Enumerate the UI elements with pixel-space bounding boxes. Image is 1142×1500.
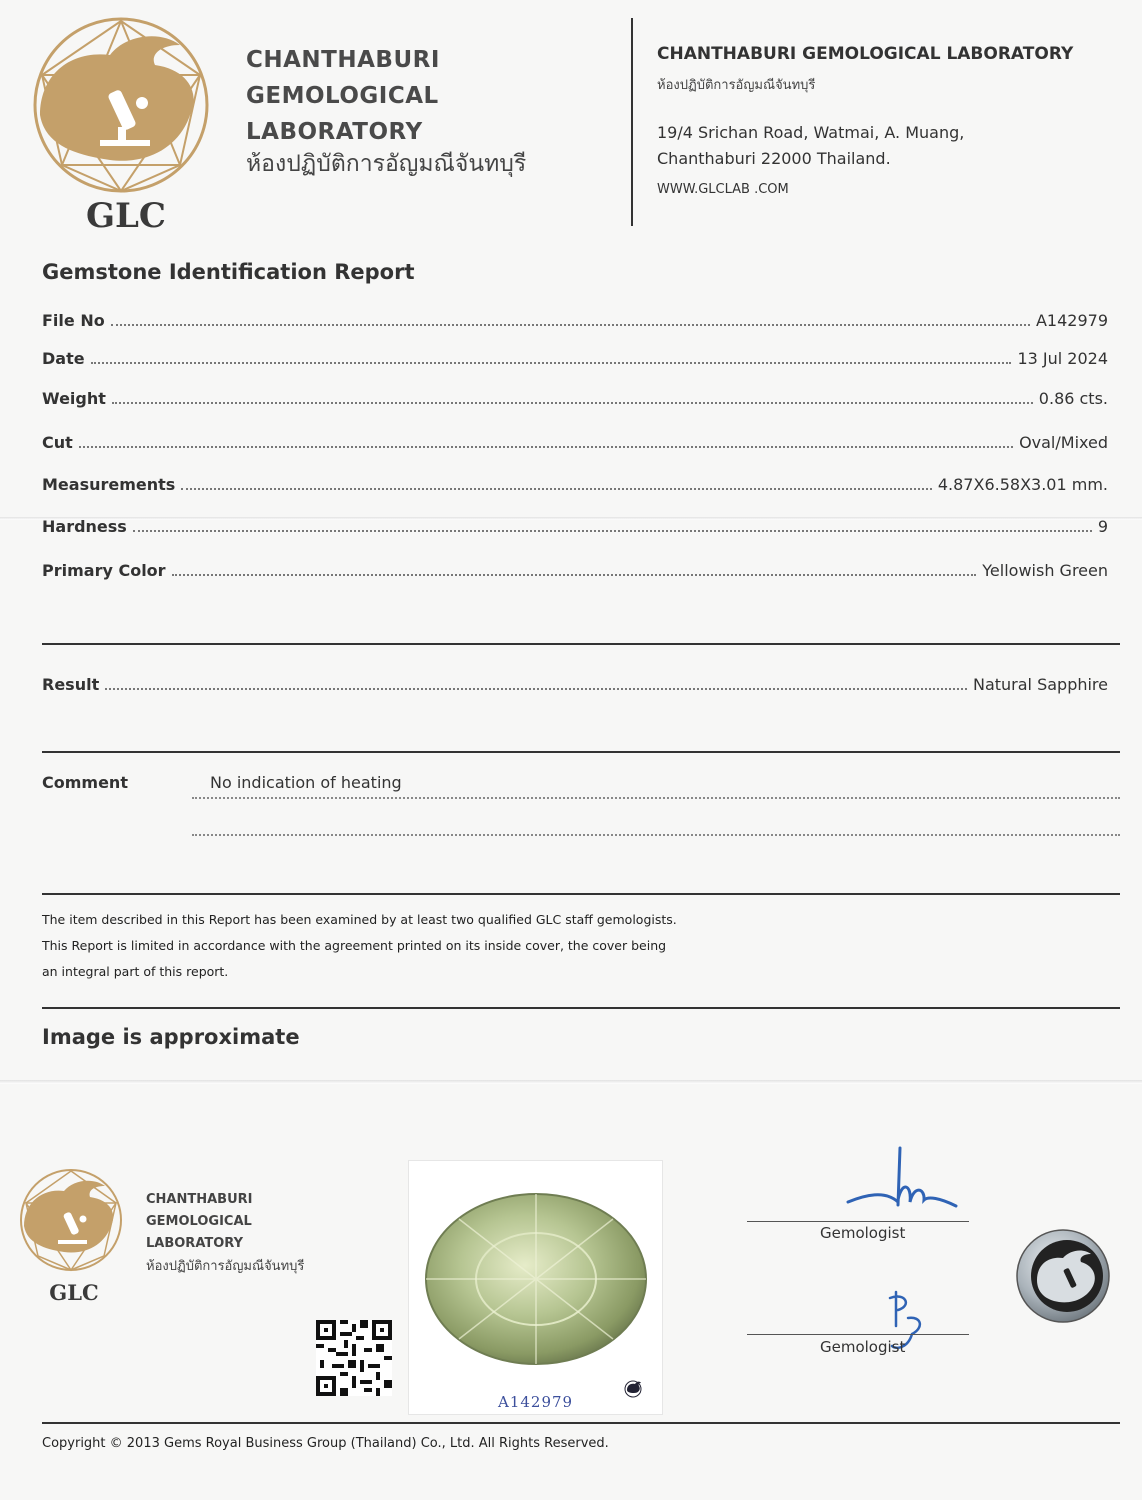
glc-logo <box>30 15 215 235</box>
lab-title-right: CHANTHABURI GEMOLOGICAL LABORATORY <box>657 44 1074 64</box>
comment-value: No indication of heating <box>210 773 402 792</box>
disclaimer-line-2: This Report is limited in accordance with the agreement printed on its inside cover, the cover being <box>42 938 667 953</box>
divider-1 <box>42 643 1120 645</box>
field-hardness <box>42 512 1108 536</box>
header-divider <box>631 18 633 226</box>
field-value: 4.87X6.58X3.01 mm. <box>937 475 1108 494</box>
dotted-leader <box>79 446 1013 448</box>
field-result <box>42 670 1108 694</box>
lab-thai-right: ห้องปฏิบัติการอัญมณีจันทบุรี <box>657 78 816 93</box>
dotted-leader <box>105 688 967 690</box>
field-value: 0.86 cts. <box>1038 389 1108 408</box>
field-date <box>42 344 1108 368</box>
divider-3 <box>42 893 1120 895</box>
field-file-no <box>42 306 1108 330</box>
gemologist-label-1: Gemologist <box>820 1224 906 1242</box>
address-line-2: Chanthaburi 22000 Thailand. <box>657 149 891 168</box>
field-label: File No <box>42 311 105 330</box>
image-note: Image is approximate <box>42 1025 300 1049</box>
disclaimer-line-3: an integral part of this report. <box>42 964 229 979</box>
field-label: Measurements <box>42 475 176 494</box>
qr-code[interactable] <box>316 1320 392 1396</box>
dotted-leader <box>91 362 1012 364</box>
logo-text-small: GLC <box>49 1280 99 1305</box>
field-value: Oval/Mixed <box>1019 433 1108 452</box>
field-label: Hardness <box>42 517 127 536</box>
signature-line-2 <box>747 1334 969 1335</box>
signature-1 <box>840 1140 960 1220</box>
gemologist-label-2: Gemologist <box>820 1338 906 1356</box>
field-label: Primary Color <box>42 561 166 580</box>
field-label: Result <box>42 675 100 694</box>
field-value: 9 <box>1097 517 1108 536</box>
comment-line-1 <box>192 797 1120 799</box>
gem-image <box>409 1161 662 1414</box>
dotted-leader <box>172 574 977 576</box>
hologram-seal-icon <box>1015 1228 1111 1324</box>
copyright: Copyright © 2013 Gems Royal Business Group (Thailand) Co., Ltd. All Rights Reserved. <box>42 1436 609 1451</box>
glc-stamp-icon <box>625 1381 641 1397</box>
dotted-leader <box>133 530 1092 532</box>
lab-name <box>246 42 440 150</box>
dotted-leader <box>181 488 932 490</box>
result-value: Natural Sapphire <box>972 675 1108 694</box>
dotted-leader <box>112 402 1033 404</box>
lab-website[interactable]: WWW.GLCLAB .COM <box>657 182 789 197</box>
field-measurements <box>42 470 1108 494</box>
field-label: Cut <box>42 433 73 452</box>
disclaimer-line-1: The item described in this Report has been examined by at least two qualified GLC staff gemologists. <box>42 912 677 927</box>
lab-name-small-line-2: GEMOLOGICAL <box>146 1214 252 1229</box>
field-label: Date <box>42 349 85 368</box>
dotted-leader <box>111 324 1030 326</box>
address-line-1: 19/4 Srichan Road, Watmai, A. Muang, <box>657 123 965 142</box>
disclaimer <box>42 907 677 985</box>
paper-fold <box>0 1080 1142 1084</box>
lab-name-thai: ห้องปฏิบัติการอัญมณีจันทบุรี <box>246 151 527 177</box>
divider-4 <box>42 1007 1120 1009</box>
report-title: Gemstone Identification Report <box>42 260 415 284</box>
field-value: Yellowish Green <box>982 561 1108 580</box>
field-weight <box>42 384 1108 408</box>
lab-name-small-line-3: LABORATORY <box>146 1236 243 1251</box>
lab-name-line-1: CHANTHABURI <box>246 47 440 73</box>
gem-photo <box>408 1160 663 1415</box>
field-label: Weight <box>42 389 106 408</box>
photo-file-id: A142979 <box>498 1393 574 1411</box>
comment-line-2 <box>192 834 1120 836</box>
divider-2 <box>42 751 1120 753</box>
lab-name-line-2: GEMOLOGICAL <box>246 83 439 109</box>
lab-name-thai-small: ห้องปฏิบัติการอัญมณีจันทบุรี <box>146 1259 305 1274</box>
logo-text: GLC <box>85 196 167 235</box>
lab-address <box>657 120 964 172</box>
signature-line-1 <box>747 1221 969 1222</box>
lab-name-line-3: LABORATORY <box>246 119 423 145</box>
field-value: 13 Jul 2024 <box>1017 349 1108 368</box>
lab-name-small <box>146 1189 252 1255</box>
glc-logo-small <box>18 1168 128 1308</box>
divider-5 <box>42 1422 1120 1424</box>
field-primary-color <box>42 556 1108 580</box>
field-cut <box>42 428 1108 452</box>
comment-label: Comment <box>42 773 128 792</box>
lab-name-small-line-1: CHANTHABURI <box>146 1192 253 1207</box>
field-value: A142979 <box>1035 311 1108 330</box>
